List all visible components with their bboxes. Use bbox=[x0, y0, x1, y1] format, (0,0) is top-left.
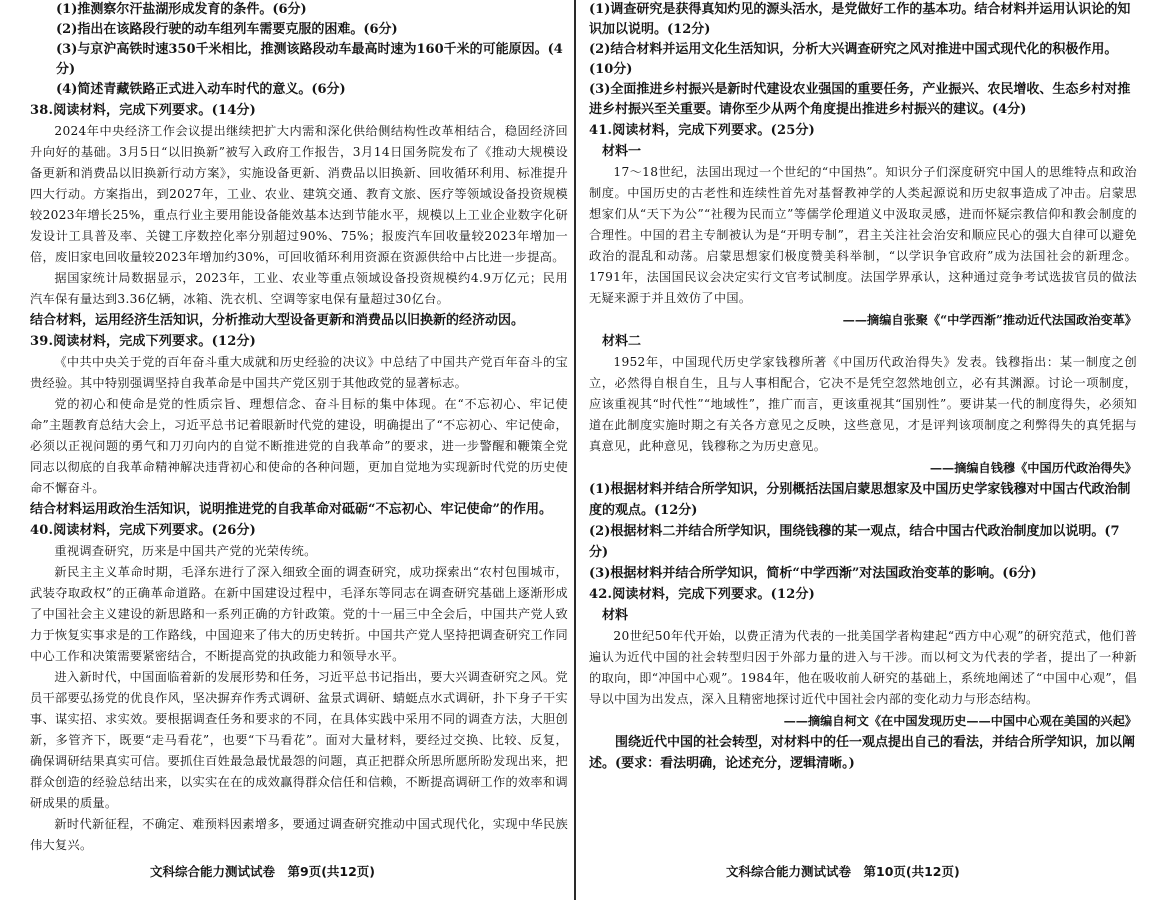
right-page-column bbox=[589, 0, 1137, 900]
left-page-column bbox=[30, 0, 568, 900]
q40-paragraph-4: 新时代新征程，不确定、难预料因素增多，要通过调查研究推动中国式现代化，实现中华民族伟大复兴。 bbox=[30, 817, 568, 852]
q39-task: 结合材料运用政治生活知识，说明推进党的自我革命对砥砺“不忘初心、牢记使命”的作用。 bbox=[30, 502, 552, 517]
q40-part-1: (1)调查研究是获得真知灼见的源头活水，是党做好工作的基本功。结合材料并运用认识论的知识加以说明。(12分) bbox=[589, 2, 1131, 37]
q41-material-2-label: 材料二 bbox=[602, 334, 642, 349]
q41-part-2: (2)根据材料二并结合所学知识，围绕钱穆的某一观点，结合中国古代政治制度加以说明。(7分) bbox=[589, 524, 1120, 560]
q41-material-2-source: ——摘编自钱穆《中国历代政治得失》 bbox=[929, 461, 1137, 475]
q38-heading: 38.阅读材料，完成下列要求。(14分) bbox=[30, 103, 257, 118]
q37-part-4: (4)简述青藏铁路正式进入动车时代的意义。(6分) bbox=[56, 82, 346, 97]
q37-part-1: (1)推测察尔汗盐湖形成发育的条件。(6分) bbox=[56, 2, 307, 17]
q41-part-3: (3)根据材料并结合所学知识，简析“中学西渐”对法国政治变革的影响。(6分) bbox=[589, 566, 1037, 581]
q37-part-3: (3)与京沪高铁时速350千米相比，推测该路段动车最高时速为160千米的可能原因。(4分) bbox=[56, 42, 563, 77]
q41-part-1: (1)根据材料并结合所学知识，分别概括法国启蒙思想家及中国历史学家钱穆对中国古代政治制度的观点。(12分) bbox=[589, 482, 1131, 518]
q41-material-1-label: 材料一 bbox=[602, 144, 642, 159]
q40-part-3: (3)全面推进乡村振兴是新时代建设农业强国的重要任务，产业振兴、农民增收、生态乡村对推进乡村振兴至关重要。请你至少从两个角度提出推进乡村振兴的建议。(4分) bbox=[589, 82, 1131, 117]
q42-material-label: 材料 bbox=[602, 608, 629, 623]
q42-task: 围绕近代中国的社会转型，对材料中的任一观点提出自己的看法，并结合所学知识，加以阐述。(要求：看法明确，论述充分，逻辑清晰。) bbox=[589, 735, 1136, 771]
q41-material-1-source: ——摘编自张聚《“中学西渐”推动近代法国政治变革》 bbox=[842, 313, 1137, 327]
q38-paragraph-1: 2024年中央经济工作会议提出继续把扩大内需和深化供给侧结构性改革相结合，稳固经济回升向好的基础。3月5日“以旧换新”被写入政府工作报告，3月14日国务院发布了《推动大规模设备更新和消费品以旧换新行动方案》，实施设备更新、消费品以旧换新、回收循环利用、标准提升四大行动。方案指出，到2027年，工业、农业、建筑交通、教育文旅、医疗等领域设备投资规模较2023年增长25%，重点行业主要用能设备能效基本达到节能水平，规模以上工业企业数字化研发设计工具普及率、关键工序数控化率分别超过90%、75%；报废汽车回收量较2023年增加一倍，废旧家电回收量较2023年增加约30%，可回收循环利用资源在资源供给中占比进一步提高。 bbox=[30, 124, 568, 264]
q39-paragraph-2: 党的初心和使命是党的性质宗旨、理想信念、奋斗目标的集中体现。在“不忘初心、牢记使命”主题教育总结大会上，习近平总书记着眼新时代党的建设，明确提出了“不忘初心、牢记使命，必须以正视问题的勇气和刀刃向内的自觉不断推进党的自我革命”的要求，进一步警醒和鞭策全党同志以彻底的自我革命精神解决违背初心和使命的各种问题，更加自觉地为实现新时代党的历史使命不懈奋斗。 bbox=[30, 397, 568, 495]
q40-paragraph-3: 进入新时代，中国面临着新的发展形势和任务，习近平总书记指出，要大兴调查研究之风。党员干部要弘扬党的优良作风，坚决摒弃作秀式调研、盆景式调研、蜻蜓点水式调研，扑下身子干实事、谋实招、求实效。要根据调查任务和要求的不同，在具体实践中采用不同的调查方法，大胆创新，多管齐下，既要“走马看花”，也要“下马看花”。面对大量材料，要经过交换、比较、反复，确保调研结果真实可信。要抓住百姓最急最忧最怨的问题，真正把群众所思所愿所盼发现出来，把群众创造的经验总结出来，以实实在在的成效赢得群众信任和信赖，不断提高调研工作的效率和调研成果的质量。 bbox=[30, 670, 568, 810]
q40-part-2: (2)结合材料并运用文化生活知识，分析大兴调查研究之风对推进中国式现代化的积极作用。(10分) bbox=[589, 42, 1118, 77]
q41-material-2: 1952年，中国现代历史学家钱穆所著《中国历代政治得失》发表。钱穆指出：某一制度之创立，必然得自根自生，且与人事相配合，它决不是凭空忽然地创立，必有其渊源。讨论一项制度，应该重视其“时代性”“地域性”，推广而言，更该重视其“国别性”。要讲某一代的制度得失，必须知道在此制度实施时期之有关各方意见之反映，这些意见，才是评判该项制度之利弊得失的真凭据与真意见，此种意见，钱穆称之为历史意见。 bbox=[589, 355, 1137, 453]
q41-material-1: 17～18世纪，法国出现过一个世纪的“中国热”。知识分子们深度研究中国人的思维特点和政治制度。中国历史的古老性和连续性首先对基督教神学的人类起源说和历史叙事造成了冲击。启蒙思想家们从“天下为公”“社稷为民而立”等儒学伦理道义中汲取灵感，进而怀疑宗教信仰和教会制度的合理性。中国的君主专制被认为是“开明专制”，君主关注社会治安和顺应民心的强大自律可以避免政治的混乱和动荡。启蒙思想家们极度赞美科举制，“以学识争官政府”成为法国社会的新理念。1791年，法国国民议会决定实行文官考试制度。法国学界承认，这种通过竞争考试选拔官员的做法无疑来源于并且效仿了中国。 bbox=[589, 165, 1137, 305]
q39-paragraph-1: 《中共中央关于党的百年奋斗重大成就和历史经验的决议》中总结了中国共产党百年奋斗的宝贵经验。其中特别强调坚持自我革命是中国共产党区别于其他政党的显著标志。 bbox=[30, 355, 568, 390]
q42-material-source: ——摘编自柯文《在中国发现历史——中国中心观在美国的兴起》 bbox=[783, 714, 1137, 728]
q39-heading: 39.阅读材料，完成下列要求。(12分) bbox=[30, 334, 257, 349]
q40-paragraph-1: 重视调查研究，历来是中国共产党的光荣传统。 bbox=[54, 544, 317, 558]
right-page-footer: 文科综合能力测试试卷 第10页(共12页) bbox=[726, 864, 960, 879]
q38-task: 结合材料，运用经济生活知识，分析推动大型设备更新和消费品以旧换新的经济动因。 bbox=[30, 313, 525, 328]
column-divider bbox=[574, 0, 576, 900]
q42-heading: 42.阅读材料，完成下列要求。(12分) bbox=[589, 587, 816, 602]
q40-paragraph-2: 新民主主义革命时期，毛泽东进行了深入细致全面的调查研究，成功探索出“农村包围城市，武装夺取政权”的正确革命道路。在新中国建设过程中，毛泽东等同志在调查研究基础上逐渐形成了中国社会主义建设的新思路和一系列正确的方针政策。党的十一届三中全会后，中国共产党人致力于恢复实事求是的工作路线，中国迎来了伟大的历史转折。中国共产党人坚持把调查研究工作同中心工作和决策需要紧密结合，不断提高党的执政能力和领导水平。 bbox=[30, 565, 568, 663]
q38-paragraph-2: 据国家统计局数据显示，2023年，工业、农业等重点领域设备投资规模约4.9万亿元；民用汽车保有量达到3.36亿辆，冰箱、洗衣机、空调等家电保有量超过30亿台。 bbox=[30, 271, 568, 306]
q42-material: 20世纪50年代开始，以费正清为代表的一批美国学者构建起“西方中心观”的研究范式，他们普遍认为近代中国的社会转型归因于外部力量的进入与干涉。而以柯文为代表的学者，提出了一种新的取向，即“冲国中心观”。1984年，他在吸收前人研究的基础上，系统地阐述了“中国中心观”，倡导以中国为出发点，深入且精密地探讨近代中国社会内部的变化动力与形态结构。 bbox=[589, 629, 1137, 706]
q37-part-2: (2)指出在该路段行驶的动车组列车需要克服的困难。(6分) bbox=[56, 22, 398, 37]
q40-heading: 40.阅读材料，完成下列要求。(26分) bbox=[30, 523, 257, 538]
q41-heading: 41.阅读材料，完成下列要求。(25分) bbox=[589, 123, 816, 138]
left-page-footer: 文科综合能力测试试卷 第9页(共12页) bbox=[150, 864, 376, 879]
